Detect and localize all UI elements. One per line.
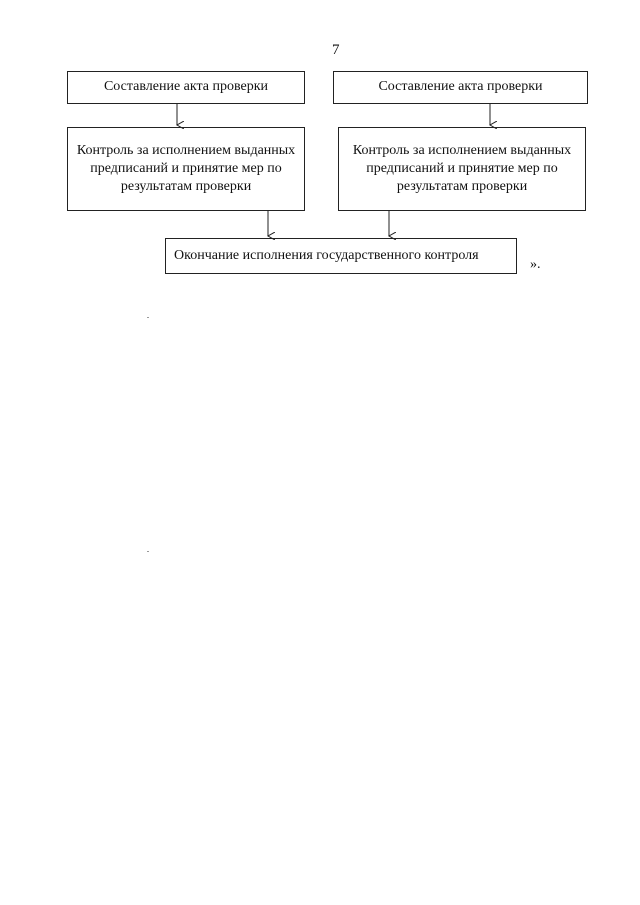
step-control-left: Контроль за исполнением выданных предписаний и принятие мер по результатам проверки (67, 127, 305, 211)
step-act-left: Составление акта проверки (67, 71, 305, 104)
page-number: 7 (332, 42, 340, 58)
step-end-control: Окончание исполнения государственного контроля (165, 238, 517, 274)
scan-speck (147, 317, 149, 318)
scan-speck (147, 551, 149, 552)
step-act-right: Составление акта проверки (333, 71, 588, 104)
closing-quote: ». (530, 257, 541, 272)
step-control-right: Контроль за исполнением выданных предписаний и принятие мер по результатам проверки (338, 127, 586, 211)
